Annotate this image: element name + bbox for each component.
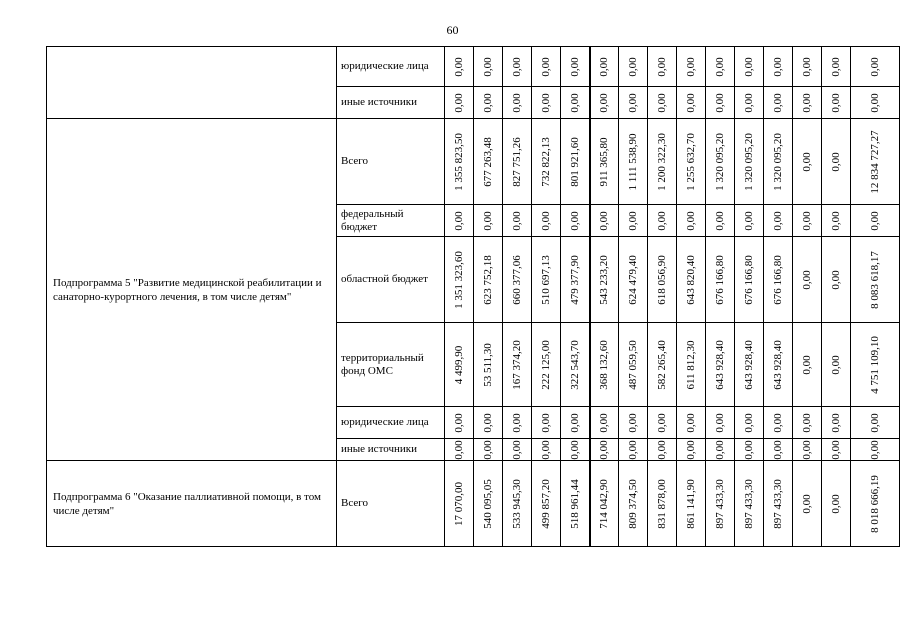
- value-text: 0,00: [801, 412, 813, 433]
- value-text: 0,00: [743, 56, 755, 77]
- value-cell: [764, 323, 793, 407]
- value-cell: [619, 461, 648, 547]
- value-text: 0,00: [568, 412, 581, 433]
- value-text: 1 255 632,70: [685, 132, 697, 191]
- value-cell: [851, 47, 900, 87]
- page-number: 60: [446, 23, 459, 37]
- value-cell: [474, 439, 503, 461]
- value-text: 543 233,20: [598, 254, 611, 305]
- value-cell: [677, 47, 706, 87]
- funding-source-cell: Всего: [337, 119, 445, 205]
- value-cell: [532, 205, 561, 237]
- value-cell: [474, 237, 503, 323]
- value-cell: [677, 407, 706, 439]
- value-cell: [648, 87, 677, 119]
- value-text: 0,00: [453, 439, 465, 460]
- value-cell: [851, 237, 900, 323]
- value-cell: [822, 47, 851, 87]
- value-cell: [793, 439, 822, 461]
- value-text: 0,00: [482, 210, 494, 231]
- value-text: 0,00: [714, 412, 726, 433]
- value-text: 0,00: [568, 56, 581, 77]
- value-text: 897 433,30: [714, 478, 726, 529]
- value-text: 0,00: [627, 210, 639, 231]
- budget-table: [46, 46, 900, 547]
- value-cell: [474, 119, 503, 205]
- value-text: 533 945,30: [511, 478, 523, 529]
- value-cell: [532, 461, 561, 547]
- value-cell: [590, 323, 619, 407]
- value-cell: [735, 119, 764, 205]
- value-cell: [445, 205, 474, 237]
- value-cell: [561, 205, 590, 237]
- value-text: 0,00: [598, 412, 611, 433]
- value-cell: [445, 439, 474, 461]
- value-text: 582 265,40: [656, 339, 668, 390]
- value-text: 611 812,30: [685, 339, 697, 390]
- value-cell: [764, 461, 793, 547]
- value-cell: [590, 439, 619, 461]
- value-text: 12 834 727,27: [869, 129, 881, 194]
- value-text: 0,00: [656, 412, 668, 433]
- value-text: 0,00: [801, 354, 813, 375]
- value-cell: [677, 237, 706, 323]
- value-text: 1 355 823,50: [453, 132, 465, 191]
- value-text: 643 928,40: [743, 339, 755, 390]
- value-text: 0,00: [830, 151, 842, 172]
- value-text: 643 820,40: [685, 254, 697, 305]
- value-cell: [532, 237, 561, 323]
- funding-source-cell: юридические лица: [337, 407, 445, 439]
- value-text: 0,00: [568, 92, 581, 113]
- value-cell: [532, 407, 561, 439]
- value-text: 0,00: [656, 92, 668, 113]
- value-text: 831 878,00: [656, 478, 668, 529]
- value-cell: [735, 237, 764, 323]
- value-text: 8 018 666,19: [869, 474, 881, 533]
- value-cell: [503, 119, 532, 205]
- value-text: 0,00: [714, 210, 726, 231]
- funding-source-cell: иные источники: [337, 87, 445, 119]
- value-cell: [851, 119, 900, 205]
- funding-source-cell: федеральный бюджет: [337, 205, 445, 237]
- value-text: 0,00: [540, 92, 552, 113]
- value-text: 0,00: [511, 92, 523, 113]
- value-cell: [532, 119, 561, 205]
- value-text: 0,00: [869, 439, 881, 460]
- value-text: 0,00: [830, 269, 842, 290]
- value-cell: [706, 323, 735, 407]
- value-text: 487 059,50: [627, 339, 639, 390]
- program-name-cell: Подпрограмма 6 "Оказание паллиативной помощи, в том числе детям": [47, 461, 337, 547]
- value-cell: [590, 461, 619, 547]
- value-text: 714 042,90: [598, 478, 611, 529]
- funding-source-cell: Всего: [337, 461, 445, 547]
- value-text: 0,00: [656, 439, 668, 460]
- value-text: 0,00: [453, 412, 465, 433]
- value-cell: [648, 461, 677, 547]
- value-cell: [648, 205, 677, 237]
- value-text: 0,00: [830, 56, 842, 77]
- value-cell: [706, 87, 735, 119]
- value-text: 4 499,90: [453, 345, 465, 384]
- table-row: [47, 47, 900, 87]
- value-cell: [764, 47, 793, 87]
- value-text: 167 374,20: [511, 339, 523, 390]
- value-cell: [590, 87, 619, 119]
- value-text: 1 320 095,20: [743, 132, 755, 191]
- value-text: 861 141,90: [685, 478, 697, 529]
- value-text: 0,00: [598, 439, 611, 460]
- value-text: 676 166,80: [743, 254, 755, 305]
- value-cell: [851, 407, 900, 439]
- value-cell: [822, 119, 851, 205]
- value-text: 676 166,80: [714, 254, 726, 305]
- value-cell: [532, 47, 561, 87]
- value-text: 1 111 538,90: [627, 133, 639, 190]
- value-text: 0,00: [801, 151, 813, 172]
- value-text: 0,00: [656, 56, 668, 77]
- value-cell: [561, 439, 590, 461]
- value-cell: [503, 323, 532, 407]
- value-text: 677 263,48: [482, 136, 494, 187]
- value-cell: [706, 439, 735, 461]
- value-text: 0,00: [511, 439, 523, 460]
- value-cell: [648, 323, 677, 407]
- value-cell: [677, 87, 706, 119]
- value-text: 660 377,06: [511, 254, 523, 305]
- value-text: 643 928,40: [714, 339, 726, 390]
- value-cell: [735, 205, 764, 237]
- value-text: 0,00: [482, 412, 494, 433]
- value-text: 0,00: [685, 92, 697, 113]
- value-cell: [619, 323, 648, 407]
- value-cell: [851, 461, 900, 547]
- value-text: 0,00: [540, 210, 552, 231]
- value-cell: [735, 87, 764, 119]
- value-text: 17 070,00: [453, 481, 465, 526]
- value-cell: [445, 323, 474, 407]
- value-text: 0,00: [511, 412, 523, 433]
- value-cell: [706, 119, 735, 205]
- value-cell: [445, 407, 474, 439]
- value-cell: [677, 439, 706, 461]
- value-cell: [706, 237, 735, 323]
- value-cell: [677, 119, 706, 205]
- value-cell: [764, 237, 793, 323]
- value-text: 0,00: [540, 56, 552, 77]
- value-text: 0,00: [453, 56, 465, 77]
- value-cell: [706, 205, 735, 237]
- value-cell: [822, 407, 851, 439]
- value-cell: [851, 87, 900, 119]
- value-text: 0,00: [714, 439, 726, 460]
- value-cell: [851, 439, 900, 461]
- value-text: 0,00: [511, 56, 523, 77]
- value-text: 0,00: [743, 439, 755, 460]
- value-text: 827 751,26: [511, 136, 523, 187]
- value-text: 518 961,44: [568, 478, 581, 529]
- funding-source-cell: юридические лица: [337, 47, 445, 87]
- value-text: 0,00: [772, 56, 784, 77]
- value-cell: [793, 87, 822, 119]
- value-cell: [619, 119, 648, 205]
- value-text: 0,00: [869, 92, 881, 113]
- value-text: 540 095,05: [482, 478, 494, 529]
- value-cell: [503, 205, 532, 237]
- value-text: 499 857,20: [540, 478, 552, 529]
- value-cell: [474, 323, 503, 407]
- value-text: 643 928,40: [772, 339, 784, 390]
- value-cell: [764, 439, 793, 461]
- value-text: 0,00: [685, 56, 697, 77]
- value-text: 0,00: [830, 412, 842, 433]
- value-text: 479 377,90: [568, 254, 581, 305]
- value-cell: [619, 439, 648, 461]
- value-text: 0,00: [772, 412, 784, 433]
- value-cell: [677, 461, 706, 547]
- value-text: 0,00: [830, 210, 842, 231]
- value-cell: [561, 119, 590, 205]
- value-text: 0,00: [568, 439, 581, 460]
- value-cell: [764, 87, 793, 119]
- value-cell: [590, 47, 619, 87]
- value-text: 0,00: [714, 92, 726, 113]
- value-cell: [561, 47, 590, 87]
- value-text: 0,00: [685, 439, 697, 460]
- value-cell: [532, 439, 561, 461]
- value-cell: [619, 407, 648, 439]
- value-cell: [793, 119, 822, 205]
- value-cell: [735, 323, 764, 407]
- value-cell: [474, 205, 503, 237]
- value-text: 53 511,30: [482, 342, 494, 387]
- value-cell: [503, 87, 532, 119]
- value-cell: [793, 461, 822, 547]
- value-cell: [793, 407, 822, 439]
- value-cell: [619, 237, 648, 323]
- value-cell: [503, 461, 532, 547]
- funding-source-cell: областной бюджет: [337, 237, 445, 323]
- value-text: 0,00: [598, 92, 611, 113]
- value-text: 0,00: [772, 92, 784, 113]
- value-text: 0,00: [801, 269, 813, 290]
- value-cell: [793, 47, 822, 87]
- value-cell: [822, 461, 851, 547]
- value-text: 0,00: [830, 439, 842, 460]
- value-text: 1 200 322,30: [656, 132, 668, 191]
- value-cell: [822, 237, 851, 323]
- value-text: 0,00: [830, 493, 842, 514]
- value-text: 732 822,13: [540, 136, 552, 187]
- value-cell: [590, 237, 619, 323]
- value-text: 0,00: [685, 412, 697, 433]
- value-text: 368 132,60: [598, 339, 611, 390]
- value-text: 222 125,00: [540, 339, 552, 390]
- value-cell: [619, 47, 648, 87]
- value-text: 0,00: [869, 56, 881, 77]
- value-text: 0,00: [801, 439, 813, 460]
- value-text: 0,00: [453, 210, 465, 231]
- value-text: 676 166,80: [772, 254, 784, 305]
- value-text: 911 365,80: [598, 136, 611, 187]
- value-cell: [590, 205, 619, 237]
- value-cell: [590, 407, 619, 439]
- value-text: 0,00: [801, 92, 813, 113]
- funding-source-cell: иные источники: [337, 439, 445, 461]
- value-cell: [648, 407, 677, 439]
- value-cell: [474, 461, 503, 547]
- value-text: 0,00: [511, 210, 523, 231]
- funding-source-cell: территориальный фонд ОМС: [337, 323, 445, 407]
- value-cell: [474, 87, 503, 119]
- value-cell: [532, 87, 561, 119]
- value-cell: [619, 205, 648, 237]
- value-text: 0,00: [598, 210, 611, 231]
- value-cell: [735, 407, 764, 439]
- value-cell: [648, 237, 677, 323]
- value-cell: [764, 407, 793, 439]
- value-cell: [822, 439, 851, 461]
- value-cell: [474, 407, 503, 439]
- value-text: 0,00: [801, 56, 813, 77]
- value-text: 0,00: [869, 412, 881, 433]
- value-cell: [706, 47, 735, 87]
- value-cell: [648, 439, 677, 461]
- value-text: 0,00: [869, 210, 881, 231]
- value-text: 0,00: [830, 92, 842, 113]
- value-text: 1 320 095,20: [714, 132, 726, 191]
- value-cell: [619, 87, 648, 119]
- value-text: 0,00: [627, 412, 639, 433]
- value-cell: [793, 323, 822, 407]
- value-text: 0,00: [627, 439, 639, 460]
- value-text: 0,00: [743, 210, 755, 231]
- value-cell: [561, 87, 590, 119]
- value-cell: [735, 47, 764, 87]
- value-text: 809 374,50: [627, 478, 639, 529]
- value-text: 1 320 095,20: [772, 132, 784, 191]
- value-cell: [677, 205, 706, 237]
- value-cell: [445, 237, 474, 323]
- value-text: 618 056,90: [656, 254, 668, 305]
- value-cell: [561, 461, 590, 547]
- value-text: 4 751 109,10: [869, 335, 881, 394]
- value-text: 0,00: [453, 92, 465, 113]
- value-cell: [561, 237, 590, 323]
- value-text: 897 433,30: [772, 478, 784, 529]
- value-text: 0,00: [598, 56, 611, 77]
- value-text: 0,00: [540, 439, 552, 460]
- value-cell: [851, 323, 900, 407]
- value-text: 623 752,18: [482, 254, 494, 305]
- value-text: 0,00: [801, 210, 813, 231]
- value-cell: [503, 407, 532, 439]
- value-cell: [793, 205, 822, 237]
- value-text: 0,00: [772, 439, 784, 460]
- value-text: 0,00: [540, 412, 552, 433]
- value-text: 510 697,13: [540, 254, 552, 305]
- program-name-cell: [47, 47, 337, 119]
- value-text: 0,00: [830, 354, 842, 375]
- value-text: 0,00: [482, 56, 494, 77]
- value-cell: [851, 205, 900, 237]
- program-name-cell: Подпрограмма 5 "Развитие медицинской реабилитации и санаторно-курортного лечения, в том числе детям": [47, 119, 337, 461]
- value-cell: [474, 47, 503, 87]
- value-cell: [822, 87, 851, 119]
- value-cell: [445, 119, 474, 205]
- value-cell: [764, 205, 793, 237]
- value-text: 0,00: [627, 92, 639, 113]
- value-cell: [445, 47, 474, 87]
- value-text: 0,00: [714, 56, 726, 77]
- value-cell: [561, 407, 590, 439]
- value-cell: [503, 237, 532, 323]
- value-text: 0,00: [568, 210, 581, 231]
- value-text: 0,00: [482, 92, 494, 113]
- value-cell: [590, 119, 619, 205]
- value-text: 624 479,40: [627, 254, 639, 305]
- value-text: 0,00: [772, 210, 784, 231]
- value-text: 0,00: [482, 439, 494, 460]
- value-cell: [532, 323, 561, 407]
- value-cell: [706, 461, 735, 547]
- value-cell: [648, 47, 677, 87]
- value-cell: [706, 407, 735, 439]
- value-cell: [793, 237, 822, 323]
- value-cell: [445, 87, 474, 119]
- table-row: [47, 461, 900, 547]
- value-cell: [735, 439, 764, 461]
- value-cell: [503, 439, 532, 461]
- value-text: 1 351 323,60: [453, 250, 465, 309]
- value-text: 0,00: [627, 56, 639, 77]
- value-cell: [822, 205, 851, 237]
- value-text: 8 083 618,17: [869, 250, 881, 309]
- value-text: 0,00: [743, 92, 755, 113]
- table-row: [47, 119, 900, 205]
- value-text: 322 543,70: [568, 339, 581, 390]
- value-text: 0,00: [801, 493, 813, 514]
- value-text: 801 921,60: [568, 136, 581, 187]
- value-cell: [648, 119, 677, 205]
- value-cell: [735, 461, 764, 547]
- value-text: 0,00: [685, 210, 697, 231]
- value-cell: [677, 323, 706, 407]
- value-cell: [561, 323, 590, 407]
- value-text: 0,00: [743, 412, 755, 433]
- value-cell: [764, 119, 793, 205]
- value-text: 897 433,30: [743, 478, 755, 529]
- value-cell: [445, 461, 474, 547]
- value-text: 0,00: [656, 210, 668, 231]
- value-cell: [503, 47, 532, 87]
- value-cell: [822, 323, 851, 407]
